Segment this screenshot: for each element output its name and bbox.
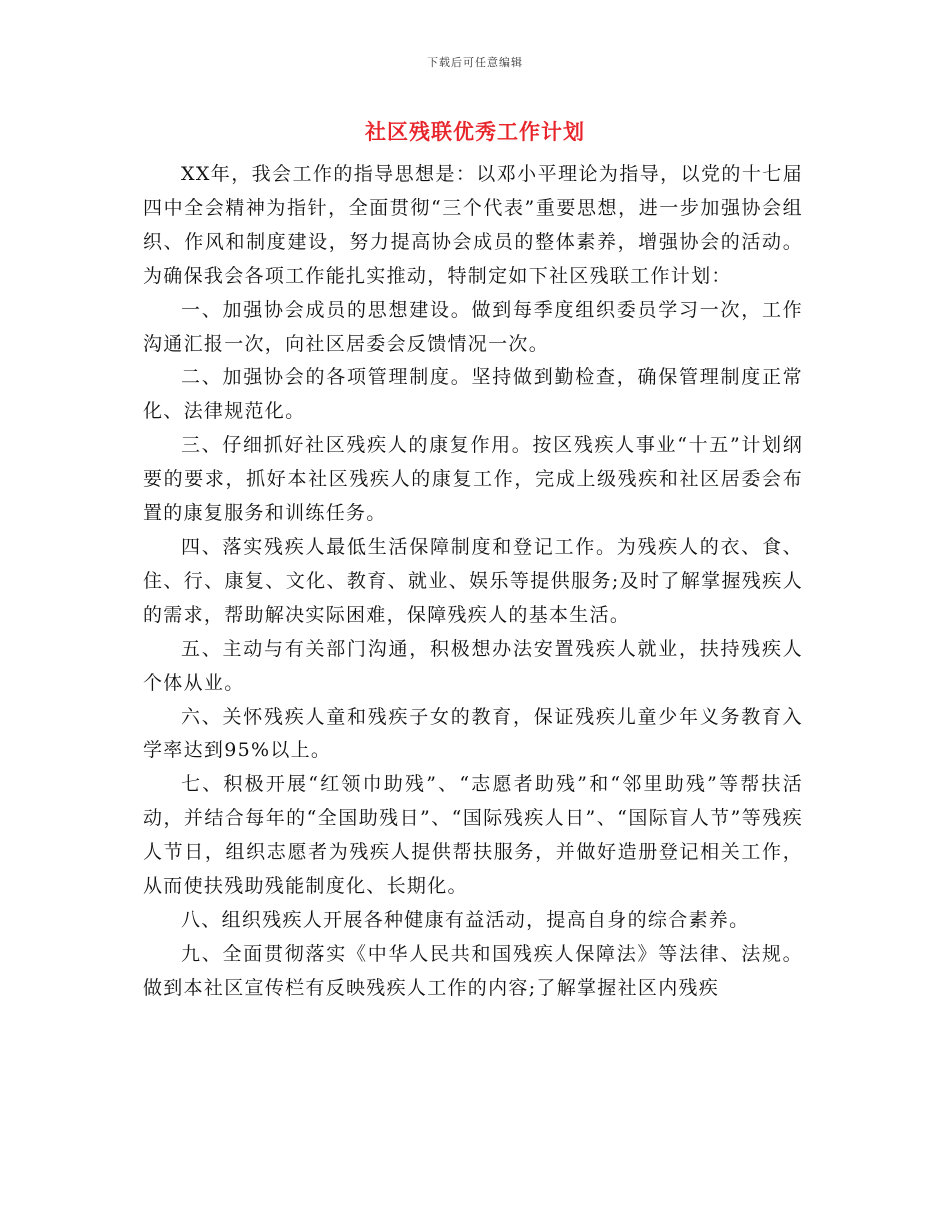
paragraph-item-5: 五、主动与有关部门沟通，积极想办法安置残疾人就业，扶持残疾人个体从业。	[143, 637, 803, 694]
document-body	[143, 158, 803, 1006]
paragraph-intro: XX年，我会工作的指导思想是：以邓小平理论为指导，以党的十七届四中全会精神为指针，全面贯彻“三个代表”重要思想，进一步加强协会组织、作风和制度建设，努力提高协会成员的整体素养，增强协会的活动。为确保我会各项工作能扎实推动，特制定如下社区残联工作计划：	[143, 163, 803, 287]
paragraph-item-1: 一、加强协会成员的思想建设。做到每季度组织委员学习一次，工作沟通汇报一次，向社区居委会反馈情况一次。	[143, 298, 803, 355]
paragraph-item-7: 七、积极开展“红领巾助残”、“志愿者助残”和“邻里助残”等帮扶活动，并结合每年的“全国助残日”、“国际残疾人日”、“国际盲人节”等残疾人节日，组织志愿者为残疾人提供帮扶服务，并做好造册登记相关工作，从而使扶残助残能制度化、长期化。	[143, 773, 803, 898]
header-note: 下载后可任意编辑	[427, 56, 523, 69]
paragraph-item-4: 四、落实残疾人最低生活保障制度和登记工作。为残疾人的衣、食、住、行、康复、文化、教育、就业、娱乐等提供服务;及时了解掌握残疾人的需求，帮助解决实际困难，保障残疾人的基本生活。	[143, 535, 803, 626]
paragraph-item-8: 八、组织残疾人开展各种健康有益活动，提高自身的综合素养。	[181, 908, 750, 931]
paragraph-item-3: 三、仔细抓好社区残疾人的康复作用。按区残疾人事业“十五”计划纲要的要求，抓好本社区残疾人的康复工作，完成上级残疾和社区居委会布置的康复服务和训练任务。	[143, 434, 803, 525]
paragraph-item-9: 九、全面贯彻落实《中华人民共和国残疾人保障法》等法律、法规。做到本社区宣传栏有反映残疾人工作的内容;了解掌握社区内残疾	[143, 942, 803, 999]
paragraph-item-2: 二、加强协会的各项管理制度。坚持做到勤检查，确保管理制度正常化、法律规范化。	[143, 366, 803, 423]
document-title: 社区残联优秀工作计划	[365, 119, 585, 144]
paragraph-item-6: 六、关怀残疾人童和残疾子女的教育，保证残疾儿童少年义务教育入学率达到95%以上。	[143, 705, 803, 762]
